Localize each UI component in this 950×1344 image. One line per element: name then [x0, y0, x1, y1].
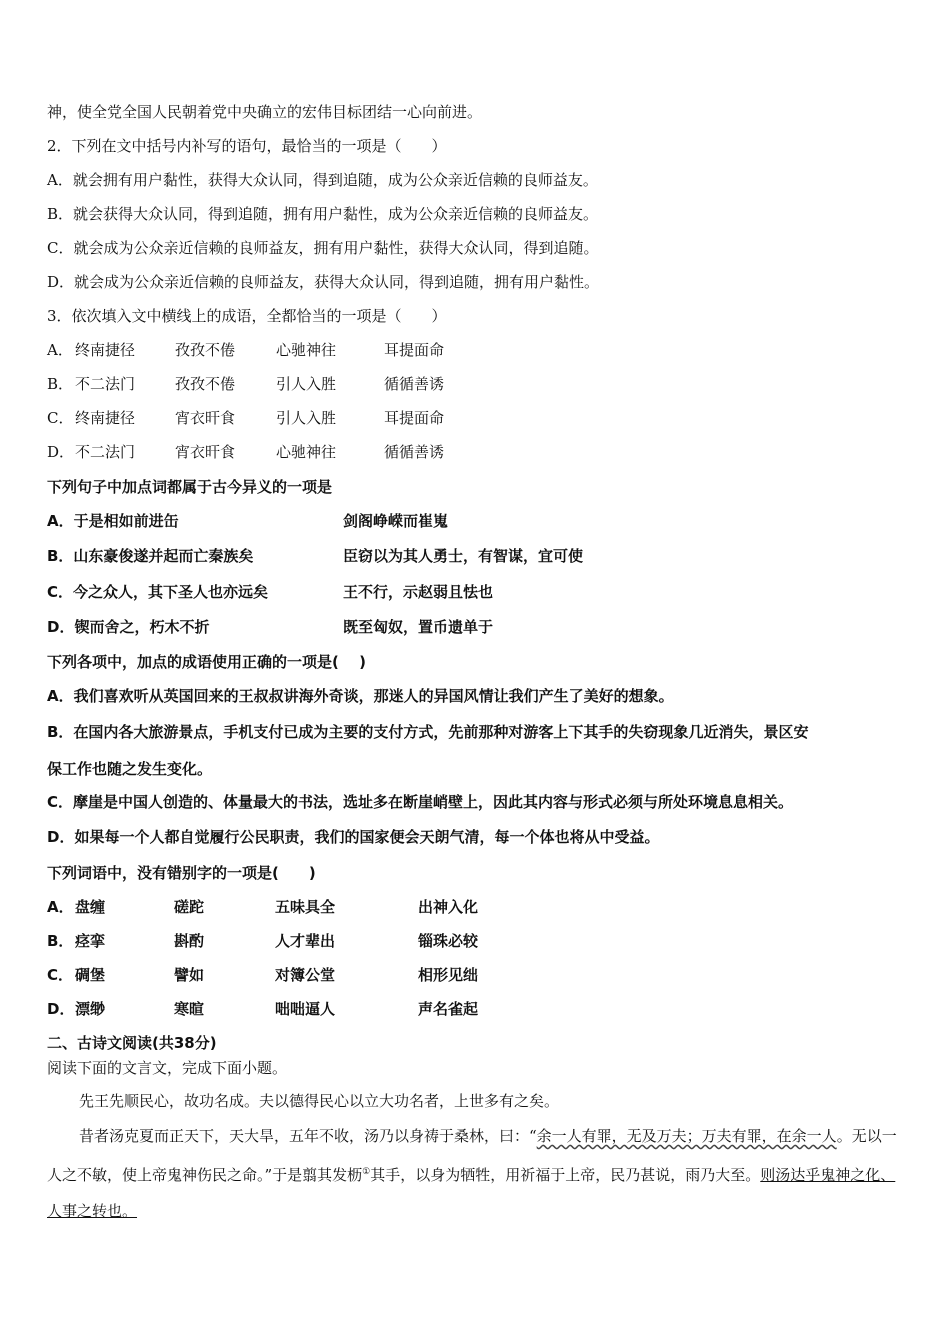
q2-stem: 2．下列在文中括号内补写的语句，最恰当的一项是（ ） — [47, 137, 447, 155]
continuation-line: 神，使全党全国人民朝着党中央确立的宏伟目标团结一心向前进。 — [47, 103, 483, 121]
option-label: C． — [47, 966, 74, 984]
option-left: A．于是相如前进缶 — [47, 512, 179, 530]
idiom: 耳提面命 — [384, 409, 445, 427]
word: 斟酌 — [174, 932, 205, 950]
option-label: A． — [47, 898, 74, 916]
idiom: 耳提面命 — [384, 341, 445, 359]
option-label: D． — [47, 443, 75, 461]
idiom: 宵衣旰食 — [175, 409, 236, 427]
word: 譬如 — [174, 966, 205, 984]
q4-option-a — [47, 511, 697, 531]
q4-option-b — [47, 546, 697, 566]
q4-option-d — [47, 617, 697, 637]
q5-option-b: B．在国内各大旅游景点，手机支付已成为主要的支付方式，先前那种对游客上下其手的失窃现象几近消失，景区安 — [47, 723, 809, 741]
q6-option-c — [47, 965, 547, 985]
idiom: 心驰神往 — [276, 341, 337, 359]
passage-paragraph-2 — [47, 1118, 907, 1229]
idiom: 不二法门 — [75, 443, 136, 461]
p2-text: 。无以一人之不敏，使上帝鬼神伤民之命。”于是翦其发枥 — [47, 1127, 897, 1184]
word: 碉堡 — [75, 966, 106, 984]
p2-text: 其手，以身为牺牲，用祈福于上帝，民乃甚说，雨乃大至。 — [370, 1166, 761, 1184]
option-label: B． — [47, 375, 74, 393]
q3-option-a — [47, 340, 547, 360]
word: 相形见绌 — [418, 966, 479, 984]
p2-text: 昔者汤克夏而正天下，天大旱，五年不收，汤乃以身祷于桑林，曰：“ — [79, 1127, 537, 1145]
idiom: 终南捷径 — [75, 341, 136, 359]
idiom: 宵衣旰食 — [175, 443, 236, 461]
option-label: C． — [47, 409, 74, 427]
option-label: D． — [47, 1000, 75, 1018]
option-right: 既至匈奴，置币遗单于 — [343, 618, 494, 636]
q5-option-a: A．我们喜欢听从英国回来的王叔叔讲海外奇谈，那迷人的异国风情让我们产生了美好的想象。 — [47, 687, 674, 705]
word: 痉挛 — [75, 932, 106, 950]
word: 咄咄逼人 — [275, 1000, 336, 1018]
q5-option-d: D．如果每一个人都自觉履行公民职责，我们的国家便会天朗气清，每一个体也将从中受益。 — [47, 828, 660, 846]
word: 漂缈 — [75, 1000, 106, 1018]
q3-option-c — [47, 408, 547, 428]
passage-paragraph-1: 先王先顺民心，故功名成。夫以德得民心以立大功名者，上世多有之矣。 — [79, 1092, 560, 1110]
footnote-marker: ① — [362, 1167, 371, 1177]
p2-underlined-sentence: 则汤达乎鬼神之化、人事之转也。 — [47, 1166, 896, 1220]
q2-option-d: D．就会成为公众亲近信赖的良师益友，获得大众认同，得到追随，拥有用户黏性。 — [47, 273, 600, 291]
option-left: C．今之众人，其下圣人也亦远矣 — [47, 583, 269, 601]
q5-stem: 下列各项中，加点的成语使用正确的一项是( ) — [47, 653, 366, 671]
q6-option-a — [47, 897, 547, 917]
word: 人才辈出 — [275, 932, 336, 950]
word: 磋跎 — [174, 898, 205, 916]
option-label: A． — [47, 341, 73, 359]
word: 五味具全 — [275, 898, 336, 916]
q6-option-d — [47, 999, 547, 1019]
word: 出神入化 — [418, 898, 479, 916]
q2-option-a: A．就会拥有用户黏性，获得大众认同，得到追随，成为公众亲近信赖的良师益友。 — [47, 171, 598, 189]
idiom: 孜孜不倦 — [175, 375, 236, 393]
option-left: D．锲而舍之，朽木不折 — [47, 618, 210, 636]
idiom: 循循善诱 — [384, 375, 445, 393]
q4-stem: 下列句子中加点词都属于古今异义的一项是 — [47, 478, 333, 496]
q3-option-b — [47, 374, 547, 394]
idiom: 终南捷径 — [75, 409, 136, 427]
q3-option-d — [47, 442, 547, 462]
q5-option-b-cont: 保工作也随之发生变化。 — [47, 760, 213, 778]
idiom: 引人入胜 — [276, 409, 337, 427]
word: 盘缠 — [75, 898, 106, 916]
q3-stem: 3．依次填入文中横线上的成语，全都恰当的一项是（ ） — [47, 307, 447, 325]
option-left: B．山东豪俊遂并起而亡秦族矣 — [47, 547, 254, 565]
p2-wavy-underlined: 余一人有罪，无及万夫；万夫有罪，在余一人 — [536, 1127, 837, 1145]
option-right: 臣窃以为其人勇士，有智谋，宜可使 — [343, 547, 584, 565]
word: 锱珠必较 — [418, 932, 479, 950]
idiom: 引人入胜 — [276, 375, 337, 393]
option-right: 王不行，示赵弱且怯也 — [343, 583, 494, 601]
section-instruction: 阅读下面的文言文，完成下面小题。 — [47, 1059, 288, 1077]
idiom: 心驰神往 — [276, 443, 337, 461]
q4-option-c — [47, 582, 697, 602]
q6-stem: 下列词语中，没有错别字的一项是( ) — [47, 864, 316, 882]
option-right: 剑阁峥嵘而崔嵬 — [343, 512, 449, 530]
q2-option-b: B．就会获得大众认同，得到追随，拥有用户黏性，成为公众亲近信赖的良师益友。 — [47, 205, 599, 223]
option-label: B． — [47, 932, 74, 950]
q2-option-c: C．就会成为公众亲近信赖的良师益友，拥有用户黏性，获得大众认同，得到追随。 — [47, 239, 599, 257]
word: 声名雀起 — [418, 1000, 479, 1018]
section-heading: 二、古诗文阅读(共38分) — [47, 1034, 217, 1052]
word: 对簿公堂 — [275, 966, 336, 984]
idiom: 循循善诱 — [384, 443, 445, 461]
q6-option-b — [47, 931, 547, 951]
word: 寒暄 — [174, 1000, 205, 1018]
q5-option-c: C．摩崖是中国人创造的、体量最大的书法，选址多在断崖峭壁上，因此其内容与形式必须与所处环境息息相关。 — [47, 793, 794, 811]
idiom: 孜孜不倦 — [175, 341, 236, 359]
idiom: 不二法门 — [75, 375, 136, 393]
